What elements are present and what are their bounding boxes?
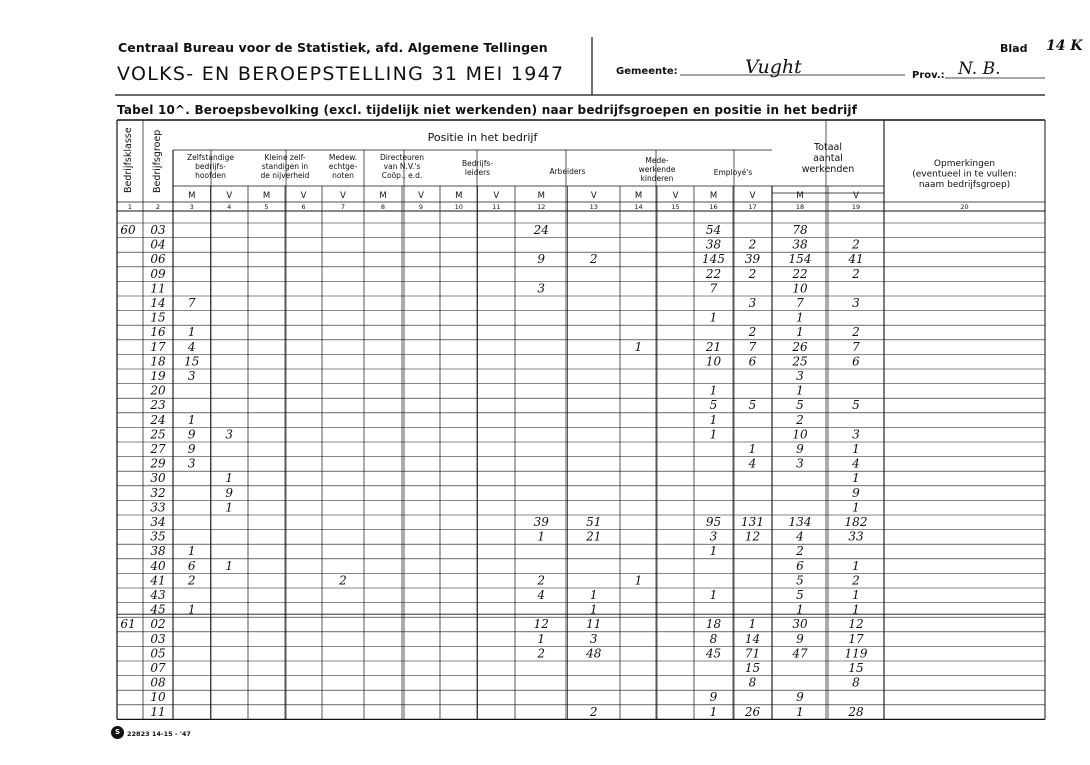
count-value: 10 xyxy=(792,427,808,442)
count-value: 10 xyxy=(792,281,808,296)
opmerkingen-header: Opmerkingen xyxy=(933,159,996,169)
bedrijfsklasse-value: 60 xyxy=(120,223,136,237)
count-value: 3 xyxy=(709,529,718,544)
bedrijfsgroep-value: 16 xyxy=(150,325,166,340)
count-value: 1 xyxy=(589,602,598,617)
count-value: 28 xyxy=(848,704,864,719)
count-value: 7 xyxy=(187,296,196,310)
count-value: 9 xyxy=(852,485,860,500)
column-number: 20 xyxy=(960,203,969,211)
column-number: 7 xyxy=(340,203,346,211)
female-subheader: V xyxy=(590,191,597,201)
count-value: 5 xyxy=(796,398,804,413)
column-number: 3 xyxy=(189,203,194,211)
column-number: 1 xyxy=(127,203,133,211)
female-subheader: V xyxy=(749,191,756,201)
count-value: 2 xyxy=(748,325,757,340)
medewerkende-kinderen-header: kinderen xyxy=(640,174,674,183)
table-body xyxy=(120,223,867,719)
count-value: 12 xyxy=(848,617,864,632)
bedrijfsgroep-value: 35 xyxy=(150,529,166,544)
table-grid xyxy=(115,37,1045,719)
count-value: 54 xyxy=(705,223,722,237)
count-value: 26 xyxy=(792,339,808,354)
count-value: 39 xyxy=(533,515,549,529)
gemeente-label: Gemeente: xyxy=(616,66,678,77)
bedrijfsgroep-value: 11 xyxy=(150,281,166,296)
count-value: 1 xyxy=(796,602,804,617)
column-number: 19 xyxy=(851,203,861,211)
count-value: 47 xyxy=(792,646,808,661)
kleine-zelfstandigen-header: Kleine zelf- xyxy=(264,153,306,162)
count-value: 2 xyxy=(796,412,804,427)
count-value: 2 xyxy=(589,704,598,719)
count-value: 1 xyxy=(634,573,643,588)
count-value: 3 xyxy=(537,281,546,296)
male-subheader: M xyxy=(188,191,196,201)
count-value: 21 xyxy=(705,339,722,354)
count-value: 1 xyxy=(537,529,546,544)
bedrijfsgroep-value: 24 xyxy=(150,412,166,427)
count-value: 7 xyxy=(852,339,860,354)
count-value: 4 xyxy=(796,529,804,544)
count-value: 9 xyxy=(796,442,804,456)
count-value: 1 xyxy=(709,412,718,427)
bedrijfsleiders-header: leiders xyxy=(464,168,491,177)
count-value: 1 xyxy=(796,310,804,325)
bedrijfsgroep-value: 17 xyxy=(150,339,166,354)
opmerkingen-header: (eventueel in te vullen: xyxy=(912,169,1017,180)
bedrijfsgroep-value: 19 xyxy=(150,369,166,383)
count-value: 15 xyxy=(184,354,200,369)
bedrijfsgroep-value: 40 xyxy=(150,558,166,573)
bedrijfsgroep-value: 23 xyxy=(150,398,166,413)
count-value: 1 xyxy=(537,631,546,646)
zelfstandige-header: Zelfstandige xyxy=(187,153,234,162)
bedrijfsgroep-value: 30 xyxy=(150,471,166,486)
medewerkende-echtgenoten-header: noten xyxy=(332,171,354,180)
bedrijfsgroep-value: 03 xyxy=(150,223,166,237)
count-value: 1 xyxy=(187,544,196,559)
column-number: 16 xyxy=(709,203,718,211)
totaal-header: aantal xyxy=(813,153,843,164)
sheet-number: 14 K xyxy=(1046,38,1083,54)
count-value: 2 xyxy=(537,646,546,661)
employes-header: Employé's xyxy=(713,168,753,177)
count-value: 3 xyxy=(796,456,804,471)
count-value: 3 xyxy=(187,369,196,383)
bedrijfsgroep-value: 03 xyxy=(150,631,166,646)
column-number: 4 xyxy=(227,203,232,211)
column-number: 2 xyxy=(155,203,161,211)
count-value: 71 xyxy=(744,646,761,661)
count-value: 1 xyxy=(709,383,718,398)
count-value: 7 xyxy=(748,339,757,354)
female-subheader: V xyxy=(493,191,500,201)
column-number: 17 xyxy=(748,203,757,211)
count-value: 2 xyxy=(852,237,860,252)
directeuren-header: van N.V.'s xyxy=(383,162,421,171)
bedrijfsgroep-value: 15 xyxy=(150,310,166,325)
count-value: 9 xyxy=(187,442,196,456)
count-value: 6 xyxy=(852,354,860,369)
count-value: 1 xyxy=(852,500,860,515)
bedrijfsgroep-value: 07 xyxy=(150,661,166,675)
count-value: 1 xyxy=(709,704,718,719)
count-value: 15 xyxy=(744,661,761,675)
medewerkende-kinderen-header: werkende xyxy=(638,165,676,174)
count-value: 3 xyxy=(852,296,860,310)
bedrijfsgroep-value: 05 xyxy=(150,646,166,661)
kleine-zelfstandigen-header: standigen in xyxy=(261,162,309,171)
count-value: 38 xyxy=(705,237,722,252)
bedrijfsgroep-value: 33 xyxy=(150,500,166,515)
column-number: 18 xyxy=(795,203,805,211)
zelfstandige-header: bedrijfs- xyxy=(195,162,226,171)
female-subheader: V xyxy=(340,191,346,201)
count-value: 1 xyxy=(187,325,196,340)
count-value: 21 xyxy=(586,529,602,544)
column-number: 6 xyxy=(301,203,306,211)
female-subheader: V xyxy=(672,191,679,201)
count-value: 25 xyxy=(792,354,808,369)
count-value: 4 xyxy=(537,588,546,602)
medewerkende-echtgenoten-header: Medew. xyxy=(328,153,358,162)
bedrijfsgroep-value: 14 xyxy=(150,296,166,310)
count-value: 3 xyxy=(589,631,598,646)
count-value: 1 xyxy=(852,471,860,486)
bedrijfsklasse-header: Bedrijfsklasse xyxy=(123,127,134,193)
bedrijfsgroep-value: 11 xyxy=(150,704,166,719)
count-value: 3 xyxy=(225,427,234,442)
count-value: 5 xyxy=(852,398,860,413)
count-value: 1 xyxy=(634,339,643,354)
arbeiders-header: Arbeiders xyxy=(549,167,586,176)
bedrijfsgroep-value: 25 xyxy=(150,427,166,442)
province-value: N. B. xyxy=(958,59,1001,79)
count-value: 7 xyxy=(796,296,804,310)
bedrijfsgroep-value: 41 xyxy=(150,573,166,588)
count-value: 1 xyxy=(225,500,234,515)
count-value: 41 xyxy=(848,252,864,267)
column-number: 8 xyxy=(380,203,386,211)
count-value: 45 xyxy=(705,646,722,661)
count-value: 9 xyxy=(187,427,196,442)
bedrijfsgroep-header: Bedrijfsgroep xyxy=(152,129,163,193)
bedrijfsleiders-header: Bedrijfs- xyxy=(461,159,494,168)
count-value: 1 xyxy=(709,310,718,325)
female-subheader: V xyxy=(226,191,233,201)
female-subheader: V xyxy=(418,191,424,201)
bedrijfsgroep-value: 43 xyxy=(150,588,166,602)
male-subheader: M xyxy=(455,191,463,201)
count-value: 1 xyxy=(852,558,860,573)
column-number: 14 xyxy=(634,203,643,211)
count-value: 131 xyxy=(741,515,764,529)
count-value: 1 xyxy=(225,558,234,573)
female-subheader: V xyxy=(853,191,859,201)
table-title: Tabel 10^. Beroepsbevolking (excl. tijdelijk niet werkenden) naar bedrijfsgroepen en positie in het bedrijf xyxy=(117,103,858,117)
bedrijfsgroep-value: 32 xyxy=(150,485,166,500)
printer-logo: S xyxy=(111,726,124,739)
count-value: 78 xyxy=(792,223,808,237)
count-value: 15 xyxy=(848,661,864,675)
bedrijfsgroep-value: 08 xyxy=(150,675,166,690)
opmerkingen-header: naam bedrijfsgroep) xyxy=(918,180,1011,190)
count-value: 134 xyxy=(788,515,812,529)
count-value: 7 xyxy=(709,281,718,296)
count-value: 1 xyxy=(709,588,718,602)
bedrijfsklasse-value: 61 xyxy=(120,617,136,632)
bedrijfsgroep-value: 27 xyxy=(150,442,166,456)
count-value: 6 xyxy=(796,558,804,573)
zelfstandige-header: hoofden xyxy=(195,171,226,180)
count-value: 1 xyxy=(852,442,860,456)
bedrijfsgroep-value: 06 xyxy=(150,252,166,267)
bedrijfsgroep-value: 34 xyxy=(150,515,166,529)
count-value: 1 xyxy=(589,588,598,602)
medewerkende-kinderen-header: Mede- xyxy=(645,156,669,165)
count-value: 3 xyxy=(187,456,196,471)
kleine-zelfstandigen-header: de nijverheid xyxy=(260,171,310,180)
column-number: 12 xyxy=(537,203,546,211)
count-value: 9 xyxy=(796,690,804,705)
count-value: 119 xyxy=(844,646,868,661)
totaal-header: Totaal xyxy=(813,142,843,153)
count-value: 6 xyxy=(187,558,196,573)
column-number: 5 xyxy=(264,203,269,211)
count-value: 5 xyxy=(796,588,804,602)
province-label: Prov.: xyxy=(912,70,945,81)
count-value: 145 xyxy=(702,252,725,267)
male-subheader: M xyxy=(537,191,545,201)
totaal-header: werkenden xyxy=(801,164,855,175)
column-number: 13 xyxy=(589,203,598,211)
count-value: 6 xyxy=(748,354,757,369)
column-number: 10 xyxy=(454,203,463,211)
count-value: 8 xyxy=(852,675,860,690)
bedrijfsgroep-value: 10 xyxy=(150,690,166,705)
count-value: 3 xyxy=(748,296,757,310)
count-value: 14 xyxy=(744,631,761,646)
column-number: 11 xyxy=(492,203,501,211)
count-value: 5 xyxy=(796,573,804,588)
count-value: 3 xyxy=(796,369,804,383)
count-value: 30 xyxy=(792,617,808,632)
count-value: 10 xyxy=(705,354,722,369)
count-value: 154 xyxy=(788,252,812,267)
count-value: 22 xyxy=(705,266,722,281)
count-value: 2 xyxy=(852,573,860,588)
sheet-label: Blad xyxy=(1000,42,1028,55)
bedrijfsgroep-value: 29 xyxy=(150,456,166,471)
medewerkende-echtgenoten-header: echtge- xyxy=(328,162,358,171)
count-value: 26 xyxy=(744,704,761,719)
count-value: 4 xyxy=(852,456,860,471)
count-value: 2 xyxy=(589,252,598,267)
bedrijfsgroep-value: 20 xyxy=(150,383,166,398)
table-header xyxy=(123,127,1017,211)
male-subheader: M xyxy=(634,191,643,201)
female-subheader: V xyxy=(300,191,307,201)
count-value: 17 xyxy=(848,631,864,646)
count-value: 2 xyxy=(796,544,804,559)
count-value: 11 xyxy=(586,617,602,632)
count-value: 38 xyxy=(792,237,808,252)
count-value: 2 xyxy=(187,573,196,588)
male-subheader: M xyxy=(796,191,804,201)
count-value: 1 xyxy=(187,602,196,617)
count-value: 3 xyxy=(852,427,860,442)
positie-header: Positie in het bedrijf xyxy=(427,131,538,144)
count-value: 48 xyxy=(586,646,602,661)
count-value: 51 xyxy=(586,515,602,529)
count-value: 95 xyxy=(705,515,722,529)
bedrijfsgroep-value: 45 xyxy=(150,602,166,617)
count-value: 1 xyxy=(187,412,196,427)
count-value: 2 xyxy=(748,266,757,281)
count-value: 1 xyxy=(852,588,860,602)
count-value: 22 xyxy=(792,266,808,281)
male-subheader: M xyxy=(709,191,718,201)
count-value: 2 xyxy=(852,325,860,340)
count-value: 2 xyxy=(339,573,347,588)
count-value: 4 xyxy=(187,339,196,354)
count-value: 1 xyxy=(796,383,804,398)
document-title: VOLKS- EN BEROEPSTELLING 31 MEI 1947 xyxy=(117,63,565,85)
count-value: 1 xyxy=(709,427,718,442)
bedrijfsgroep-value: 18 xyxy=(150,354,166,369)
count-value: 1 xyxy=(796,704,804,719)
bedrijfsgroep-value: 04 xyxy=(150,237,166,252)
bedrijfsgroep-value: 38 xyxy=(150,544,166,559)
count-value: 9 xyxy=(537,252,546,267)
count-value: 5 xyxy=(748,398,757,413)
count-value: 9 xyxy=(709,690,718,705)
count-value: 12 xyxy=(533,617,549,632)
male-subheader: M xyxy=(262,191,271,201)
count-value: 1 xyxy=(748,442,757,456)
count-value: 2 xyxy=(537,573,546,588)
count-value: 12 xyxy=(744,529,761,544)
bedrijfsgroep-value: 09 xyxy=(150,266,166,281)
count-value: 2 xyxy=(852,266,860,281)
count-value: 1 xyxy=(709,544,718,559)
column-number: 15 xyxy=(671,203,680,211)
count-value: 5 xyxy=(709,398,718,413)
count-value: 1 xyxy=(796,325,804,340)
column-number: 9 xyxy=(418,203,424,211)
bedrijfsgroep-value: 02 xyxy=(150,617,166,632)
directeuren-header: Coöp., e.d. xyxy=(381,171,423,180)
count-value: 1 xyxy=(852,602,860,617)
count-value: 1 xyxy=(748,617,757,632)
count-value: 182 xyxy=(844,515,868,529)
count-value: 9 xyxy=(225,485,234,500)
male-subheader: M xyxy=(379,191,387,201)
count-value: 33 xyxy=(848,529,864,544)
count-value: 9 xyxy=(796,631,804,646)
count-value: 8 xyxy=(748,675,757,690)
count-value: 18 xyxy=(705,617,722,632)
count-value: 8 xyxy=(709,631,718,646)
count-value: 4 xyxy=(748,456,757,471)
count-value: 2 xyxy=(748,237,757,252)
office-name: Centraal Bureau voor de Statistiek, afd. Algemene Tellingen xyxy=(118,40,548,55)
print-code: 22823 14-15 - '47 xyxy=(127,730,191,738)
count-value: 39 xyxy=(744,252,761,267)
directeuren-header: Directeuren xyxy=(379,153,425,162)
count-value: 24 xyxy=(533,223,549,237)
count-value: 1 xyxy=(225,471,234,486)
gemeente-value: Vught xyxy=(745,56,802,78)
